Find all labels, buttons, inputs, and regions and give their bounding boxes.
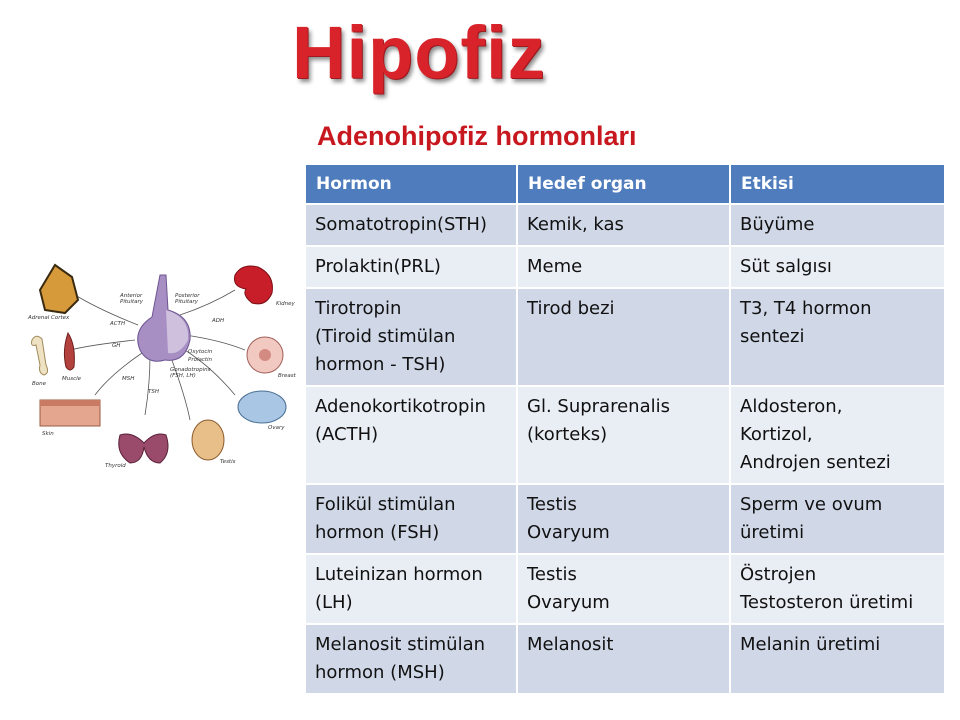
cell-hedef-organ: Testis Ovaryum — [517, 554, 730, 624]
testis-organ-shape — [192, 420, 224, 460]
label-adh: ADH — [212, 318, 225, 324]
header-hormon: Hormon — [306, 165, 517, 204]
cell-hormon: Melanosit stimülan hormon (MSH) — [306, 624, 517, 693]
table-row — [306, 288, 945, 386]
cell-etkisi: Melanin üretimi — [730, 624, 945, 693]
cell-etkisi: T3, T4 hormon sentezi — [730, 288, 945, 386]
label-skin: Skin — [42, 431, 54, 437]
label-breast: Breast — [278, 373, 296, 379]
table-header-row — [306, 165, 945, 204]
label-testis: Testis — [220, 459, 236, 465]
cell-etkisi: Süt salgısı — [730, 246, 945, 288]
cell-etkisi: Aldosteron, Kortizol, Androjen sentezi — [730, 386, 945, 484]
label-anterior-pituitary: Anterior Pituitary — [120, 293, 144, 305]
cell-etkisi: Sperm ve ovum üretimi — [730, 484, 945, 554]
table-row — [306, 624, 945, 693]
label-msh: MSH — [122, 376, 135, 382]
adrenal-organ-shape — [40, 265, 78, 313]
bone-organ-shape — [32, 336, 48, 375]
cell-etkisi: Büyüme — [730, 204, 945, 246]
cell-hedef-organ: Meme — [517, 246, 730, 288]
cell-hedef-organ: Kemik, kas — [517, 204, 730, 246]
cell-hormon: Tirotropin (Tiroid stimülan hormon - TSH) — [306, 288, 517, 386]
label-gonadotropins: Gonadotropins (FSH, LH) — [170, 367, 211, 379]
label-muscle: Muscle — [62, 376, 82, 382]
cell-hedef-organ: Melanosit — [517, 624, 730, 693]
cell-hormon: Adenokortikotropin (ACTH) — [306, 386, 517, 484]
cell-etkisi: Östrojen Testosteron üretimi — [730, 554, 945, 624]
ovary-organ-shape — [238, 391, 286, 423]
slide-title: Hipofiz — [292, 11, 546, 94]
label-oxytocin: Oxytocin — [188, 349, 213, 355]
label-prolactin: Prolactin — [188, 357, 213, 363]
label-gh: GH — [112, 343, 121, 349]
cell-hedef-organ: Testis Ovaryum — [517, 484, 730, 554]
muscle-organ-shape — [64, 333, 74, 370]
table-row — [306, 204, 945, 246]
label-tsh: TSH — [148, 389, 159, 395]
cell-hormon: Somatotropin(STH) — [306, 204, 517, 246]
label-ovary: Ovary — [268, 425, 285, 431]
table-row — [306, 554, 945, 624]
label-kidney: Kidney — [276, 301, 295, 307]
slide-subtitle: Adenohipofiz hormonları — [317, 121, 637, 151]
cell-hedef-organ: Gl. Suprarenalis (korteks) — [517, 386, 730, 484]
label-bone: Bone — [32, 381, 47, 387]
label-adrenal: Adrenal Cortex — [28, 315, 70, 321]
header-hedef-organ: Hedef organ — [517, 165, 730, 204]
table-row — [306, 386, 945, 484]
cell-hormon: Luteinizan hormon (LH) — [306, 554, 517, 624]
pituitary-illustration — [20, 255, 300, 480]
thyroid-organ-shape — [119, 434, 168, 463]
cell-hormon: Prolaktin(PRL) — [306, 246, 517, 288]
hormone-table — [306, 165, 946, 693]
table-row — [306, 246, 945, 288]
label-acth: ACTH — [110, 321, 126, 327]
header-etkisi: Etkisi — [730, 165, 945, 204]
cell-hormon: Folikül stimülan hormon (FSH) — [306, 484, 517, 554]
pituitary-gland-shape — [138, 275, 190, 361]
label-posterior-pituitary: Posterior Pituitary — [175, 293, 200, 305]
label-thyroid: Thyroid — [105, 463, 126, 469]
table-row — [306, 484, 945, 554]
cell-hedef-organ: Tirod bezi — [517, 288, 730, 386]
kidney-organ-shape — [234, 266, 272, 304]
